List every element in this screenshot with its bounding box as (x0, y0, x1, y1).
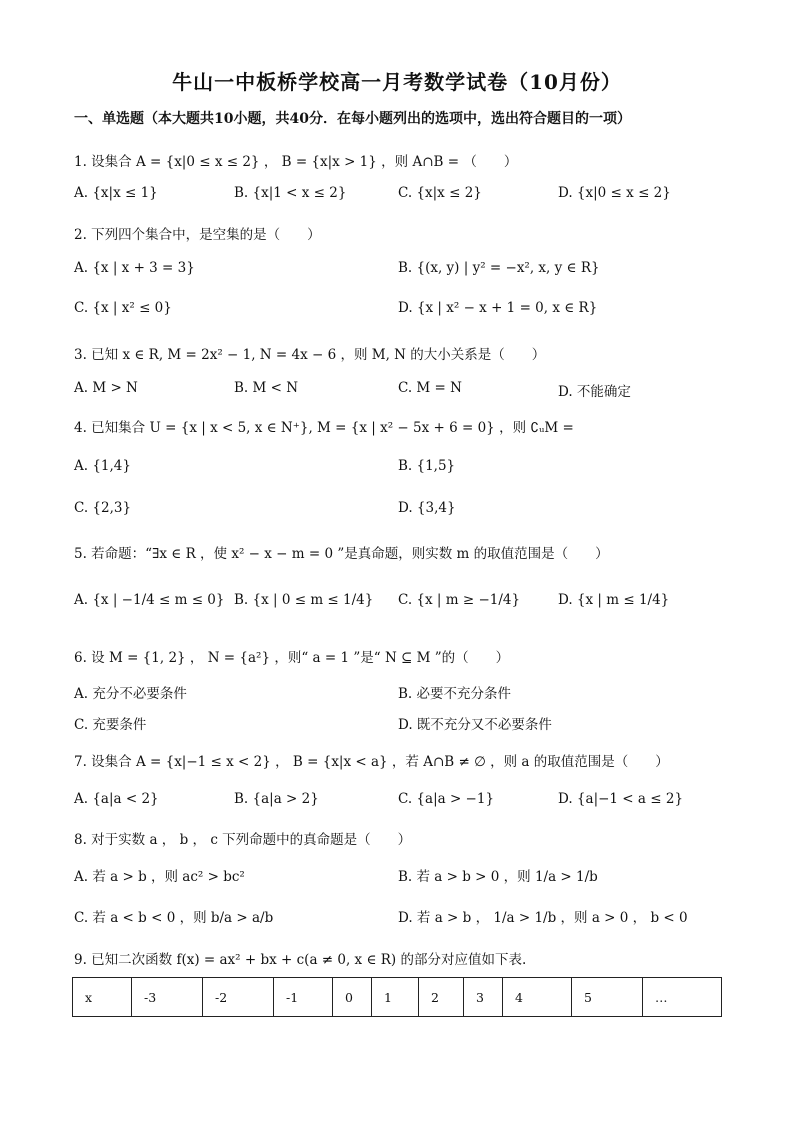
table-cell: x (73, 978, 132, 1017)
q6-option-c: C. 充要条件 (74, 717, 147, 733)
q1-option-b: B. {x|1 < x ≤ 2} (234, 185, 347, 201)
q8-option-c: C. 若 a < b < 0 ，则 b/a > a/b (74, 910, 274, 926)
q4-option-d: D. {3,4} (398, 500, 456, 516)
q5-option-d: D. {x | m ≤ 1/4} (558, 592, 670, 608)
table-cell: -3 (132, 978, 203, 1017)
table-cell: … (643, 978, 722, 1017)
q2-option-b: B. {(x, y) | y² = −x², x, y ∈ R} (398, 260, 600, 276)
q8-option-d: D. 若 a > b ， 1/a > 1/b ，则 a > 0 ， b < 0 (398, 910, 688, 926)
q7-option-a: A. {a|a < 2} (74, 791, 159, 807)
q4-option-a: A. {1,4} (74, 458, 131, 474)
q5-option-a: A. {x | −1/4 ≤ m ≤ 0} (74, 592, 225, 608)
table-cell: -1 (274, 978, 333, 1017)
question-8: 8. 对于实数 a ， b ， c 下列命题中的真命题是（ ） (74, 832, 412, 848)
question-2: 2. 下列四个集合中，是空集的是（ ） (74, 227, 321, 243)
q3-option-b: B. M < N (234, 380, 299, 396)
q3-option-d: D. 不能确定 (558, 384, 631, 400)
q7-option-d: D. {a|−1 < a ≤ 2} (558, 791, 684, 807)
q1-option-d: D. {x|0 ≤ x ≤ 2} (558, 185, 671, 201)
q2-option-c: C. {x | x² ≤ 0} (74, 300, 172, 316)
q6-option-d: D. 既不充分又不必要条件 (398, 717, 552, 733)
table-cell: 5 (572, 978, 643, 1017)
q6-option-a: A. 充分不必要条件 (74, 686, 187, 702)
q8-option-a: A. 若 a > b ，则 ac² > bc² (74, 869, 245, 885)
q3-option-c: C. M = N (398, 380, 462, 396)
q6-option-b: B. 必要不充分条件 (398, 686, 512, 702)
q5-option-c: C. {x | m ≥ −1/4} (398, 592, 521, 608)
table-cell: 4 (503, 978, 572, 1017)
q1-option-a: A. {x|x ≤ 1} (74, 185, 158, 201)
table-cell: 2 (419, 978, 464, 1017)
q2-option-d: D. {x | x² − x + 1 = 0, x ∈ R} (398, 300, 598, 316)
question-9: 9. 已知二次函数 f(x) = ax² + bx + c(a ≠ 0, x ∈ R) 的部分对应值如下表. (74, 952, 527, 968)
question-6: 6. 设 M = {1, 2} ， N = {a²} ，则“ a = 1 ”是“ N ⊆ M ”的（ ） (74, 650, 510, 666)
table-cell: 0 (333, 978, 372, 1017)
q7-option-b: B. {a|a > 2} (234, 791, 319, 807)
q4-option-c: C. {2,3} (74, 500, 132, 516)
question-1: 1. 设集合 A = {x|0 ≤ x ≤ 2} ， B = {x|x > 1} ，则 A∩B = （ ） (74, 154, 518, 170)
table-row (73, 978, 722, 1017)
question-7: 7. 设集合 A = {x|−1 ≤ x < 2} ， B = {x|x < a} ，若 A∩B ≠ ∅ ，则 a 的取值范围是（ ） (74, 754, 669, 770)
q7-option-c: C. {a|a > −1} (398, 791, 495, 807)
page-title: 牛山一中板桥学校高一月考数学试卷（10月份） (172, 70, 622, 94)
q4-option-b: B. {1,5} (398, 458, 456, 474)
question-3: 3. 已知 x ∈ R, M = 2x² − 1, N = 4x − 6 ，则 M, N 的大小关系是（ ） (74, 347, 546, 363)
q2-option-a: A. {x | x + 3 = 3} (74, 260, 195, 276)
q1-option-c: C. {x|x ≤ 2} (398, 185, 482, 201)
question-4: 4. 已知集合 U = {x | x < 5, x ∈ N⁺}, M = {x | x² − 5x + 6 = 0} ，则 ∁ᵤM = (74, 420, 574, 436)
question-5: 5. 若命题：“∃x ∈ R ，使 x² − x − m = 0 ”是真命题，则实数 m 的取值范围是（ ） (74, 546, 609, 562)
q8-option-b: B. 若 a > b > 0 ，则 1/a > 1/b (398, 869, 598, 885)
value-table (72, 977, 722, 1017)
table-cell: 1 (372, 978, 419, 1017)
q5-option-b: B. {x | 0 ≤ m ≤ 1/4} (234, 592, 374, 608)
q3-option-a: A. M > N (74, 380, 138, 396)
table-cell: 3 (464, 978, 503, 1017)
table-cell: -2 (203, 978, 274, 1017)
section-heading: 一、单选题（本大题共10小题，共40分．在每小题列出的选项中，选出符合题目的一项） (74, 111, 631, 127)
